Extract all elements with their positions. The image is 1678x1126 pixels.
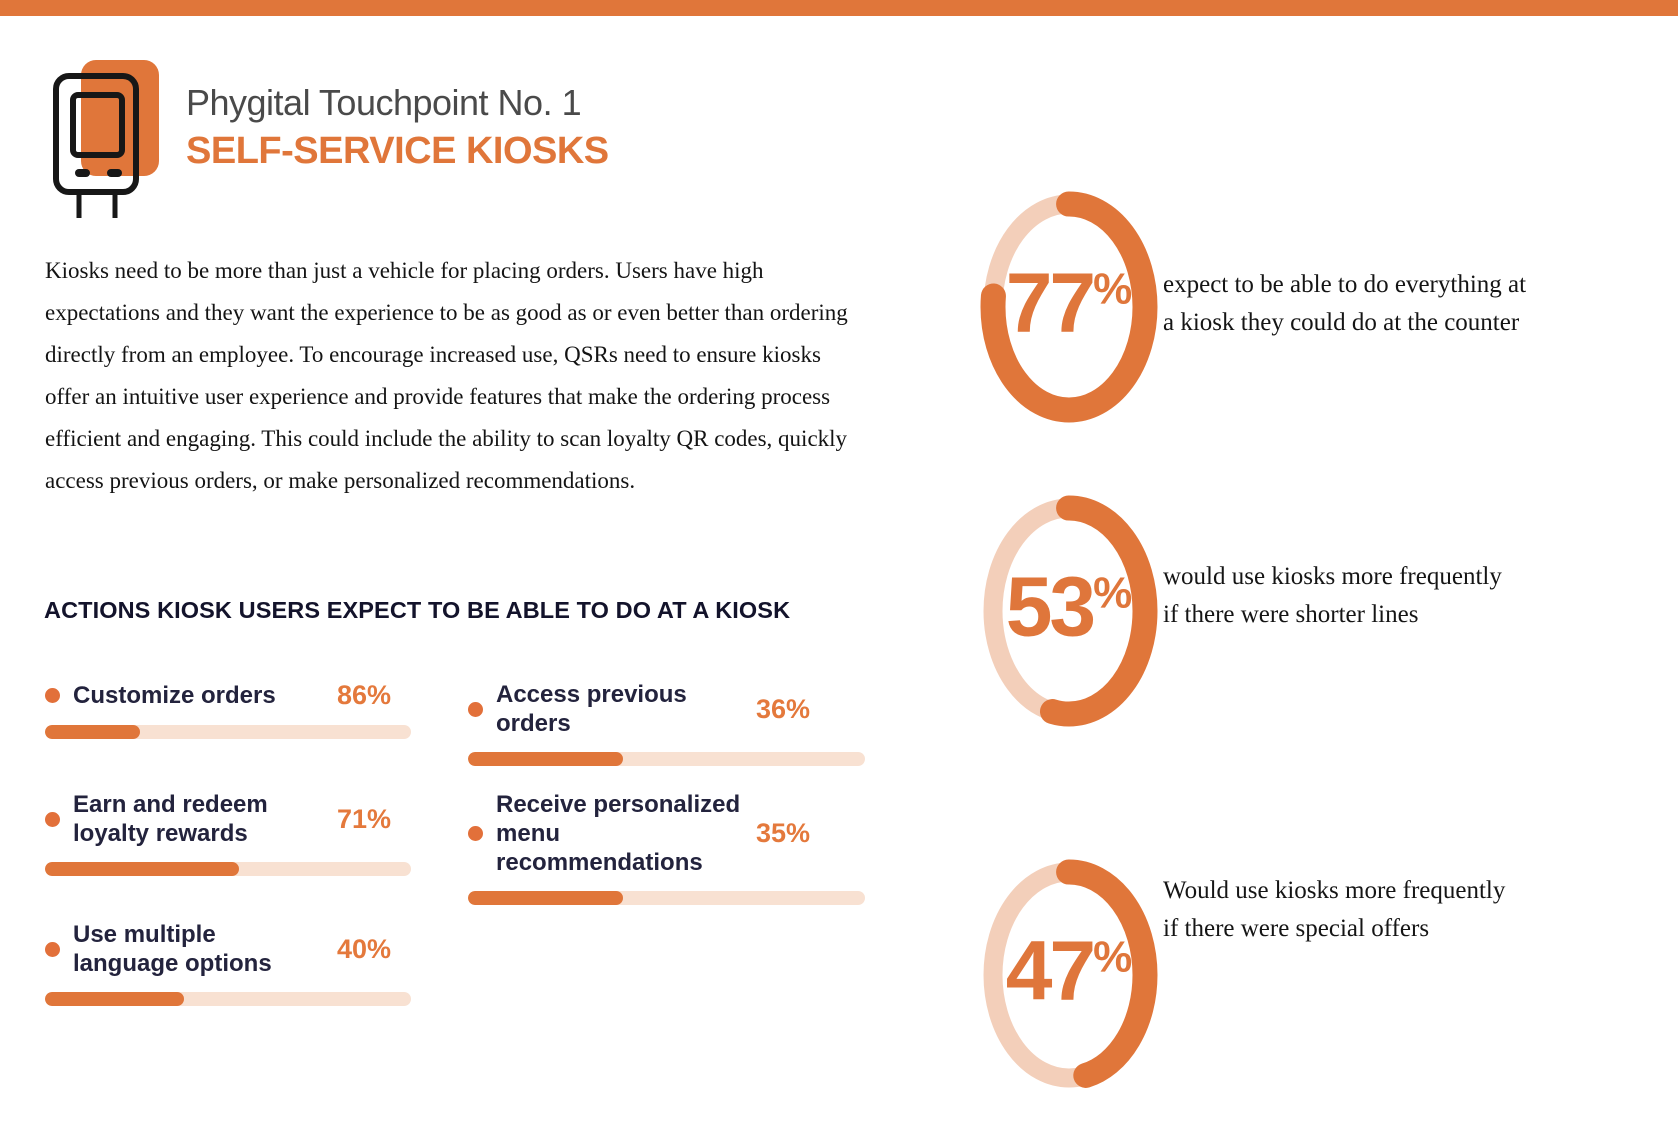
bar-item-head: [45, 790, 411, 848]
bar-item-value: 35%: [755, 818, 810, 848]
donut-caption-47: [1163, 872, 1623, 948]
bar-label-line: Customize orders: [73, 682, 276, 709]
donut-number: 47: [1005, 923, 1094, 1018]
percent-sign: %: [1093, 264, 1133, 314]
bullet-icon: [468, 826, 483, 841]
top-accent-bar: [0, 0, 1678, 16]
bar-track: [45, 725, 411, 739]
bullet-icon: [45, 812, 60, 827]
bar-item-label: [73, 920, 327, 978]
bullet-icon: [468, 702, 483, 717]
caption-line: if there were shorter lines: [1163, 601, 1419, 628]
bar-label-line: loyalty rewards: [73, 820, 248, 847]
bar-section-heading: ACTIONS KIOSK USERS EXPECT TO BE ABLE TO DO AT A KIOSK: [44, 597, 791, 623]
bar-item-label: [496, 790, 746, 877]
percent-sign: %: [1093, 568, 1133, 618]
bar-track: [468, 891, 865, 905]
bar-item-customize-orders: [45, 680, 411, 739]
bar-item-value: 40%: [336, 933, 391, 964]
bar-item-label: [496, 680, 746, 738]
bar-label-line: Access previous orders: [496, 681, 687, 737]
bar-item-label: [73, 681, 327, 710]
bar-item-head: [45, 920, 411, 978]
donut-value: [980, 923, 1158, 1020]
intro-paragraph: Kiosks need to be more than just a vehicle for placing orders. Users have high expectations and they want the experience to be as good as or even better than ordering directly from an employee. To encourage increased use, QSRs need to ensure kiosks offer an intuitive user experience and provide features that make the ordering process efficient and engaging. This could include the ability to scan loyalty QR codes, quickly access previous orders, or make personalized recommendations.: [45, 258, 848, 493]
bar-item-value: 36%: [755, 693, 810, 724]
donut-caption-53: [1163, 558, 1623, 634]
caption-line: a kiosk they could do at the counter: [1163, 309, 1520, 336]
bar-item-head: [468, 680, 865, 738]
bar-item-value: 86%: [336, 680, 391, 710]
page-title: SELF-SERVICE KIOSKS: [186, 130, 609, 172]
donut-stat-77: [980, 190, 1158, 424]
bar-item-language-options: [45, 920, 411, 1006]
bar-label-line: Use multiple: [73, 921, 216, 948]
bar-item-value: 71%: [336, 803, 391, 834]
bar-fill: [45, 992, 184, 1006]
kiosk-icon: [45, 56, 167, 218]
bar-fill: [45, 725, 140, 739]
bullet-icon: [45, 688, 60, 703]
caption-line: would use kiosks more frequently: [1163, 563, 1502, 590]
bar-label-line: Earn and redeem: [73, 791, 268, 818]
donut-value: [980, 255, 1158, 352]
bar-track: [468, 752, 865, 766]
bar-label-line: Receive personalized: [496, 791, 741, 818]
donut-value: [980, 559, 1158, 656]
percent-sign: %: [1093, 932, 1133, 982]
bar-track: [45, 992, 411, 1006]
bar-item-label: [73, 790, 327, 848]
bar-label-line: language options: [73, 950, 272, 977]
donut-number: 77: [1005, 255, 1094, 350]
bullet-icon: [45, 942, 60, 957]
bar-track: [45, 862, 411, 876]
bar-fill: [468, 752, 623, 766]
bar-label-line: menu recommendations: [496, 820, 703, 876]
caption-line: expect to be able to do everything at: [1163, 271, 1527, 298]
caption-line: if there were special offers: [1163, 915, 1430, 942]
bar-item-loyalty-rewards: [45, 790, 411, 876]
caption-line: Would use kiosks more frequently: [1163, 877, 1506, 904]
bar-fill: [45, 862, 239, 876]
donut-stat-53: [980, 494, 1158, 728]
bar-item-head: [45, 680, 411, 711]
bar-fill: [468, 891, 623, 905]
touchpoint-eyebrow: Phygital Touchpoint No. 1: [186, 82, 582, 123]
bar-item-head: [468, 790, 865, 877]
donut-number: 53: [1005, 559, 1094, 654]
donut-caption-77: [1163, 266, 1623, 342]
bar-item-menu-recommendations: [468, 790, 865, 905]
bar-item-access-previous-orders: [468, 680, 865, 766]
donut-stat-47: [980, 858, 1158, 1092]
